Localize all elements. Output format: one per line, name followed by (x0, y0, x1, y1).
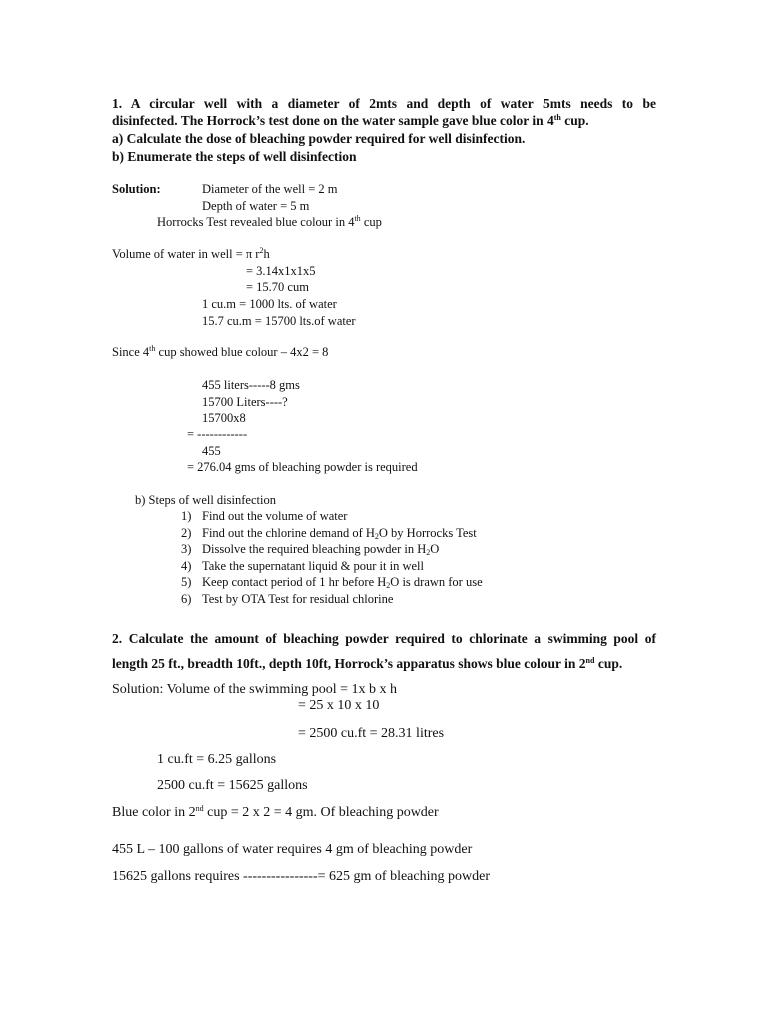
q2-line-1: 2. Calculate the amount of bleaching powder required to chlorinate a swimming pool of (112, 631, 656, 646)
volume-calc-1: = 3.14x1x1x5 (246, 264, 316, 278)
q1-part-a: a) Calculate the dose of bleaching powder required for well disinfection. (112, 131, 526, 146)
step-number: 6) (181, 592, 192, 606)
result-line: = 276.04 gms of bleaching powder is required (187, 460, 418, 474)
step-subscript: 2 (374, 532, 379, 541)
step-subscript: 2 (386, 581, 391, 590)
depth-line: Depth of water = 5 m (202, 199, 310, 213)
conversion-1: 1 cu.m = 1000 lts. of water (202, 297, 337, 311)
blue-color-line (112, 805, 439, 821)
q1-line-2-end: cup. (560, 113, 589, 128)
step-number: 2) (181, 526, 192, 540)
step-text (202, 541, 439, 557)
step-text-main: Test by OTA Test for residual chlorine (202, 592, 394, 606)
horrocks-sup: th (354, 214, 361, 223)
step-text (202, 558, 424, 574)
since-text: Since 4 (112, 345, 150, 359)
conversion-2: 15.7 cu.m = 15700 lts.of water (202, 314, 356, 328)
q2-line-2-sup: nd (585, 656, 595, 665)
step-text-end: O (430, 542, 440, 556)
q1-part-b: b) Enumerate the steps of well disinfection (112, 149, 357, 164)
horrocks-line (157, 214, 382, 230)
numerator: 15700x8 (202, 411, 246, 425)
sol2-line-8: 15625 gallons requires ----------------= 625 gm of bleaching powder (112, 869, 490, 884)
step-text-main: Find out the volume of water (202, 509, 348, 523)
q1-line-2-sup: th (553, 113, 561, 122)
volume-sup: 2 (259, 246, 264, 255)
volume-formula (112, 246, 270, 262)
step-number: 3) (181, 542, 192, 556)
denominator: 455 (202, 444, 221, 458)
solution-label: Solution: (112, 182, 161, 196)
sol2-line-7: 455 L – 100 gallons of water requires 4 gm of bleaching powder (112, 842, 473, 857)
sol2-line-2: = 25 x 10 x 10 (298, 698, 380, 713)
since-sup: th (149, 344, 156, 353)
step-number: 4) (181, 559, 192, 573)
blue-color-sup: nd (195, 804, 204, 813)
sol2-line-3: = 2500 cu.ft = 28.31 litres (298, 726, 445, 741)
step-text-end: O by Horrocks Test (378, 526, 477, 540)
q2-line-2-text: length 25 ft., breadth 10ft., depth 10ft, Horrock’s apparatus shows blue colour in 2 (112, 656, 586, 671)
step-text (202, 508, 347, 524)
volume-text: Volume of water in well = π r (112, 247, 260, 261)
step-number: 1) (181, 509, 192, 523)
step-text (202, 574, 483, 590)
q1-line-1: 1. A circular well with a diameter of 2mts and depth of water 5mts needs to be (112, 96, 656, 111)
volume-end: h (263, 247, 270, 261)
horrocks-text: Horrocks Test revealed blue colour in 4 (157, 215, 355, 229)
q1-line-2-text: disinfected. The Horrock’s test done on the water sample gave blue color in 4 (112, 113, 554, 128)
step-text-end: O is drawn for use (390, 575, 483, 589)
fraction-bar: = ------------ (187, 427, 248, 441)
blue-color-text: Blue color in 2 (112, 805, 196, 820)
step-text (202, 525, 477, 541)
since-line (112, 344, 328, 360)
sol2-line-4: 1 cu.ft = 6.25 gallons (157, 752, 277, 767)
step-text-main: Dissolve the required bleaching powder in H (202, 542, 427, 556)
sol2-line-1: Solution: Volume of the swimming pool = 1x b x h (112, 682, 398, 697)
q1-line-2 (112, 113, 589, 129)
step-text-main: Find out the chlorine demand of H (202, 526, 375, 540)
sol2-line-5: 2500 cu.ft = 15625 gallons (157, 778, 308, 793)
step-text-main: Take the supernatant liquid & pour it in well (202, 559, 424, 573)
step-text (202, 591, 393, 607)
horrocks-end: cup (360, 215, 382, 229)
step-text-main: Keep contact period of 1 hr before H (202, 575, 387, 589)
q2-line-2 (112, 656, 622, 672)
diameter-line: Diameter of the well = 2 m (202, 182, 338, 196)
since-end: cup showed blue colour – 4x2 = 8 (155, 345, 329, 359)
step-number: 5) (181, 575, 192, 589)
volume-calc-2: = 15.70 cum (246, 280, 309, 294)
steps-heading: b) Steps of well disinfection (135, 493, 276, 507)
blue-color-end: cup = 2 x 2 = 4 gm. Of bleaching powder (203, 805, 439, 820)
ratio-1: 455 liters-----8 gms (202, 378, 300, 392)
step-subscript: 2 (426, 548, 431, 557)
q2-line-2-end: cup. (594, 656, 623, 671)
ratio-2: 15700 Liters----? (202, 395, 288, 409)
